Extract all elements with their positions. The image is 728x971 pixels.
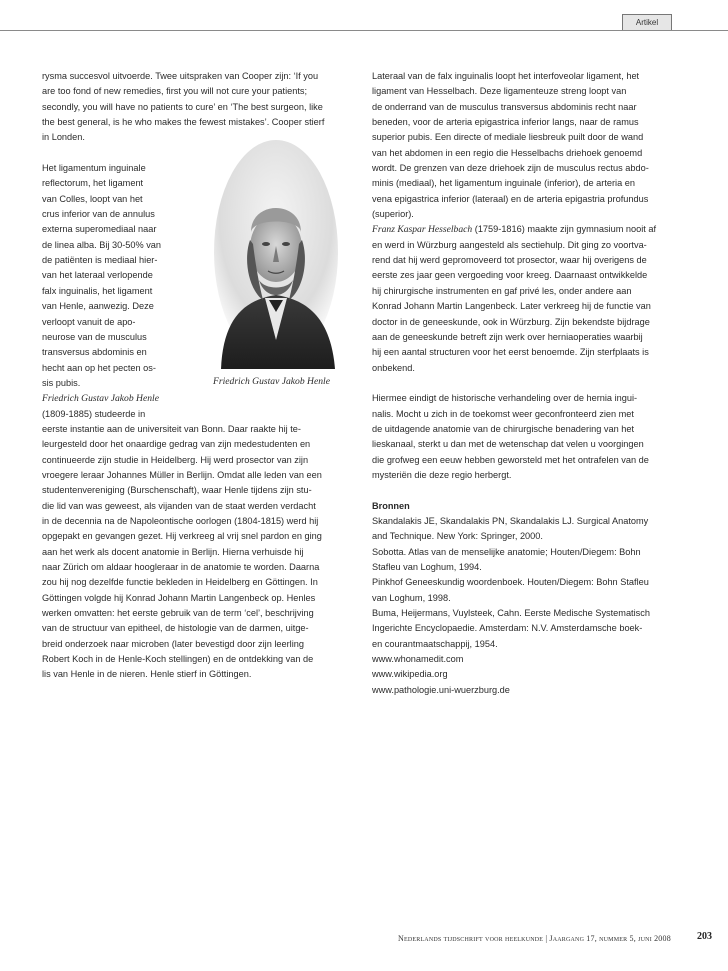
text-line: leurgesteld door het onaardige gedrag van zijn medestudenten en <box>42 439 311 450</box>
text-line: (superior). <box>372 209 414 220</box>
text-line: hij een aantal structuren voor het eerst benoemde. Zijn sterfplaats is <box>372 347 649 358</box>
hesselbach-ligament-paragraph <box>372 69 656 222</box>
text-line: de onderrand van de musculus transversus abdominis recht naar <box>372 101 637 112</box>
text-line <box>42 391 324 406</box>
text-line <box>372 222 656 237</box>
left-intro-paragraph <box>42 69 324 146</box>
hesselbach-biography-paragraph <box>372 222 656 375</box>
text-line: die lid van was geweest, als vijanden van de staat werden verdacht <box>42 500 316 511</box>
section-tab: Artikel <box>622 14 672 30</box>
reference-line: and Technique. New York: Springer, 2000. <box>372 531 543 542</box>
text-line: in Londen. <box>42 132 85 143</box>
page-header <box>0 0 728 34</box>
text-line: studentenvereniging (Burschenschaft), waar Henle tijdens zijn stu- <box>42 485 312 496</box>
text-line: mysteriën die deze regio herbergt. <box>372 469 512 480</box>
text-line: crus inferior van de annulus <box>42 209 155 220</box>
text-line: hij chirurgische instrumenten en gaf privé les, onder andere aan <box>372 285 632 296</box>
text-line: beneden, voor de arteria epigastrica inferior langs, naar de ramus <box>372 117 639 128</box>
reference-line: Skandalakis JE, Skandalakis PN, Skandalakis LJ. Surgical Anatomy <box>372 515 649 526</box>
text-line: wordt. De grenzen van deze driehoek zijn de musculus rectus abdo- <box>372 163 649 174</box>
text-line: ligament van Hesselbach. Deze ligamenteuze streng loopt van <box>372 86 627 97</box>
text-line: lis van Henle in de nieren. Henle stierf in Göttingen. <box>42 669 252 680</box>
reference-link: www.pathologie.uni-wuerzburg.de <box>372 684 510 695</box>
references-heading: Bronnen <box>372 500 410 511</box>
issue-info: | Jaargang 17, nummer 5, juni 2008 <box>545 934 671 943</box>
text-line: werken omvatten: het eerste gebruik van de term ‘cel’, beschrijving <box>42 608 314 619</box>
page-footer <box>398 933 671 945</box>
text-line: continueerde zijn studie in Heidelberg. Hij werd prosector van zijn <box>42 454 309 465</box>
text-line: eerste zes jaar geen vergoeding voor kreeg. Daarnaast ontwikkelde <box>372 270 648 281</box>
hesselbach-dates: (1759-1816) maakte zijn gymnasium nooit af <box>472 224 657 235</box>
henle-name: Friedrich Gustav Jakob Henle <box>42 393 159 405</box>
text-line: van de structuur van epitheel, de histologie van de darmen, uitge- <box>42 623 309 634</box>
text-line: vena epigastrica inferior (lateraal) en de arteria epigastria profundus <box>372 193 649 204</box>
text-line: rend dat hij werd gepromoveerd tot prosector, waar hij overigens de <box>372 255 647 266</box>
portrait-caption: Friedrich Gustav Jakob Henle <box>213 376 330 387</box>
text-line: Robert Koch in de Henle-Koch stellingen) en de ontdekking van de <box>42 654 314 665</box>
text-line: de patiënten is mediaal hier- <box>42 255 158 266</box>
text-line: (1809-1885) studeerde in <box>42 408 146 419</box>
reference-line: en courantmaatschappij, 1954. <box>372 638 498 649</box>
text-line: breid onderzoek naar microben (later bevestigd door zijn leerling <box>42 638 304 649</box>
reference-line: Buma, Heijermans, Vuylsteek, Cahn. Eerste Medische Systematisch <box>372 608 650 619</box>
conclusion-paragraph <box>372 391 656 483</box>
reference-line: Sobotta. Atlas van de menselijke anatomie; Houten/Diegem: Bohn <box>372 546 641 557</box>
text-line: zou hij nog dezelfde functie bekleden in Heidelberg en Göttingen. In <box>42 577 318 588</box>
text-line: Lateraal van de falx inguinalis loopt het interfoveolar ligament, het <box>372 71 640 81</box>
page-number: 203 <box>697 931 712 942</box>
text-line: naar Zürich om aldaar hoogleraar in de anatomie te worden. Daarna <box>42 562 320 572</box>
reference-line: Ingerichte Encyclopaedie. Amsterdam: N.V. Amsterdamsche boek- <box>372 623 643 634</box>
reference-link: www.wikipedia.org <box>372 669 448 680</box>
text-line: minis (mediaal), het ligamentum inguinale (inferior), de arteria en <box>372 178 635 189</box>
text-line: en werd in Würzburg aangesteld als sectiehulp. Dit ging zo voortva- <box>372 239 647 250</box>
text-line: de linea alba. Bij 30-50% van <box>42 239 162 250</box>
text-line: van het abdomen in een regio die Hesselbachs driehoek genoemd <box>372 147 643 158</box>
text-line: reflectorum, het ligament <box>42 178 144 189</box>
text-line: secondly, you will have no patients to cure’ en ‘The best surgeon, like <box>42 101 323 112</box>
hesselbach-name: Franz Kaspar Hesselbach <box>372 224 473 236</box>
text-line: Konrad Johann Martin Langenbeck. Later verkreeg hij de functie van <box>372 301 651 312</box>
text-line: the best general, is he who makes the fewest mistakes’. Cooper stierf <box>42 117 325 128</box>
text-line: lieskanaal, sterkt u dan met de wetenschap dat velen u voorgingen <box>372 439 644 450</box>
reference-line: van Loghum, 1998. <box>372 592 451 603</box>
text-line: onbekend. <box>372 362 415 373</box>
text-line: neurose van de musculus <box>42 331 147 342</box>
right-column <box>372 69 656 698</box>
text-line: hecht aan op het pecten os- <box>42 362 156 373</box>
text-line: are too fond of new remedies, first you will not cure your patients; <box>42 86 308 97</box>
text-line: falx inguinalis, het ligament <box>42 285 153 296</box>
text-line: aan het werk als docent anatomie in Berlijn. Hierna verhuisde hij <box>42 546 304 557</box>
henle-portrait-image <box>213 140 340 369</box>
text-line: Göttingen volgde hij Konrad Johann Martin Langenbeck op. Henles <box>42 592 316 603</box>
text-line: sis pubis. <box>42 377 81 388</box>
text-line: verloopt vanuit de apo- <box>42 316 136 327</box>
references-section <box>372 499 656 698</box>
text-line: vroegere leraar Johannes Müller in Berlijn. Omdat alle leden van een <box>42 469 322 480</box>
text-line: superior pubis. Een directe of mediale liesbreuk puilt door de wand <box>372 132 644 143</box>
henle-biography-paragraph <box>42 391 324 683</box>
text-line: Hiermee eindigt de historische verhandeling over de hernia ingui- <box>372 393 638 404</box>
reference-line: Pinkhof Geneeskundig woordenboek. Houten/Diegem: Bohn Stafleu <box>372 577 649 588</box>
journal-name: Nederlands tijdschrift voor heelkunde <box>398 934 544 943</box>
reference-link: www.whonamedit.com <box>372 654 464 665</box>
text-line: externa superomediaal naar <box>42 224 157 235</box>
text-line: Het ligamentum inguinale <box>42 163 146 174</box>
text-line: aan de geneeskunde betreft zijn werk over herniaoperaties waarbij <box>372 331 643 342</box>
text-line: van Colles, loopt van het <box>42 193 143 204</box>
text-line: nalis. Mocht u zich in de toekomst weer geconfronteerd zien met <box>372 408 634 419</box>
header-rule <box>0 30 728 31</box>
reference-line: Stafleu van Loghum, 1994. <box>372 562 482 572</box>
text-line: eerste instantie aan de universiteit van Bonn. Daar raakte hij te- <box>42 423 301 434</box>
text-line: transversus abdominis en <box>42 347 147 358</box>
text-line: rysma succesvol uitvoerde. Twee uitspraken van Cooper zijn: ‘If you <box>42 71 319 81</box>
text-line: die grofweg een eeuw hebben geworsteld met het ontrafelen van de <box>372 454 649 465</box>
text-line: van het lateraal verlopende <box>42 270 153 281</box>
text-line: opgepakt en gevangen gezet. Hij verkreeg al vrij snel pardon en ging <box>42 531 322 542</box>
text-line: in de decennia na de Napoleontische oorlogen (1804-1815) werd hij <box>42 515 319 526</box>
text-line: de uitdagende anatomie van de chirurgische benadering van het <box>372 423 635 434</box>
text-line: van Henle, aanwezig. Deze <box>42 301 154 312</box>
text-line: doctor in de geneeskunde, ook in Würzburg. Zijn bekendste bijdrage <box>372 316 650 327</box>
